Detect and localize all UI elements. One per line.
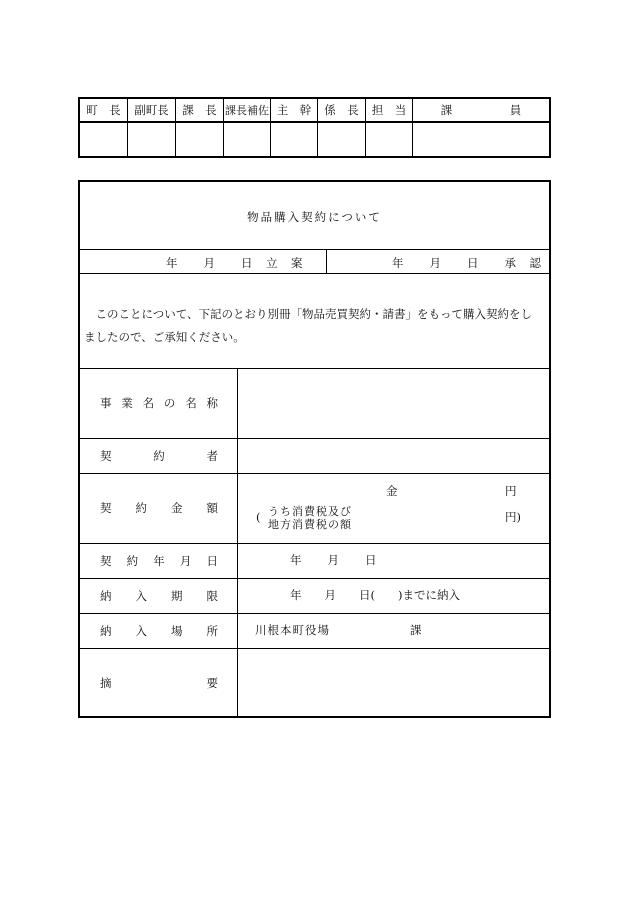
divider — [80, 273, 549, 274]
stamp-cell-assistant-chief[interactable] — [224, 123, 271, 158]
stamp-cell-mayor[interactable] — [80, 123, 128, 158]
amount-kin: 金 — [386, 484, 398, 498]
date-proposal: 年 月 日 立 案 — [166, 256, 304, 270]
stamp-cell-section-staff[interactable] — [413, 123, 549, 158]
stamp-cell-person-in-charge[interactable] — [366, 123, 413, 158]
contractor-field[interactable] — [238, 439, 549, 473]
delivery-place-section: 課 — [410, 623, 422, 637]
contractor-label: 契約者 — [100, 448, 218, 463]
contract-amount-field[interactable] — [238, 474, 549, 543]
amount-yen: 円 — [505, 484, 517, 498]
project-name-label: 事業名の名称 — [100, 396, 218, 410]
delivery-place-label: 納入場所 — [100, 623, 218, 638]
body-text-line-2: ましたので、ご承知ください。 — [84, 330, 245, 344]
delivery-place-office: 川根本町役場 — [255, 623, 330, 637]
divider — [80, 249, 549, 250]
stamp-header-assistant-chief: 課長補佐 — [224, 99, 271, 123]
purchase-contract-form — [78, 180, 551, 718]
stamp-header-section-chief: 課 長 — [176, 99, 224, 123]
stamp-header-mayor: 町 長 — [80, 99, 128, 123]
tax-line-2: 地方消費税の額 — [268, 518, 352, 531]
stamp-cell-team-leader[interactable] — [318, 123, 366, 158]
stamp-header-deputy-mayor: 副町長 — [128, 99, 176, 123]
body-text-line-1: このことについて、下記のとおり別冊「物品売買契約・請書」をもって購入契約をし — [84, 307, 533, 321]
delivery-deadline-label: 納入期限 — [100, 588, 218, 603]
tax-line-1: うち消費税及び — [268, 505, 352, 518]
date-approval: 年 月 日 承 認 — [392, 256, 542, 270]
form-title: 物品購入契約について — [247, 210, 382, 224]
divider — [326, 249, 327, 273]
contract-date-field[interactable] — [238, 544, 549, 578]
stamp-cell-section-chief[interactable] — [176, 123, 224, 158]
stamp-header-person-in-charge: 担 当 — [366, 99, 413, 123]
remarks-label: 摘要 — [100, 676, 218, 690]
stamp-cell-deputy-mayor[interactable] — [128, 123, 176, 158]
contract-date-value: 年 月 日 — [290, 553, 378, 567]
remarks-field[interactable] — [238, 649, 549, 718]
stamp-header-section-staff: 課 員 — [413, 99, 549, 123]
delivery-deadline-field[interactable] — [238, 579, 549, 613]
project-name-field[interactable] — [238, 369, 549, 438]
tax-paren-open: ( — [256, 510, 261, 524]
delivery-deadline-value: 年 月 日( )までに納入 — [290, 588, 460, 602]
contract-date-label: 契約年月日 — [100, 553, 218, 568]
stamp-cell-director[interactable] — [271, 123, 318, 158]
approval-stamp-table — [78, 97, 551, 158]
delivery-place-field[interactable] — [238, 614, 549, 648]
tax-yen: 円) — [505, 510, 521, 524]
stamp-header-team-leader: 係 長 — [318, 99, 366, 123]
stamp-header-director: 主 幹 — [271, 99, 318, 123]
contract-amount-label: 契約金額 — [100, 501, 218, 515]
